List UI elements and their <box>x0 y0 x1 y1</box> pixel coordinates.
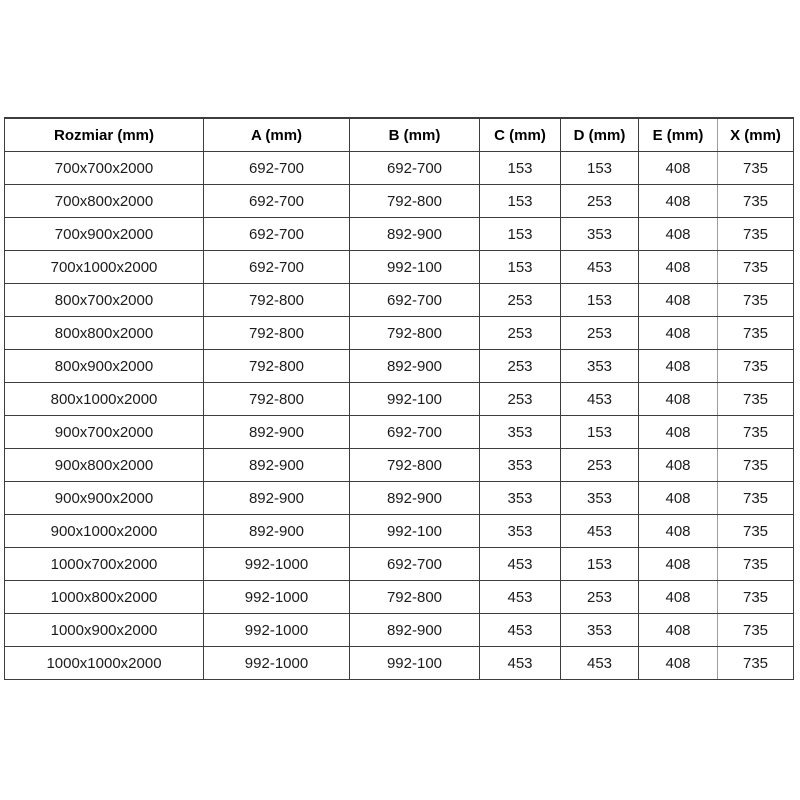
table-cell: 408 <box>639 548 718 581</box>
column-header: X (mm) <box>718 118 794 152</box>
table-cell: 453 <box>561 515 639 548</box>
table-cell: 153 <box>561 548 639 581</box>
table-cell: 735 <box>718 416 794 449</box>
table-cell: 408 <box>639 383 718 416</box>
table-cell: 153 <box>480 251 561 284</box>
table-cell: 408 <box>639 251 718 284</box>
table-cell: 735 <box>718 614 794 647</box>
table-row <box>5 152 794 185</box>
table-cell: 700x900x2000 <box>5 218 204 251</box>
table-cell: 408 <box>639 614 718 647</box>
table-cell: 692-700 <box>350 548 480 581</box>
table-cell: 735 <box>718 581 794 614</box>
table-cell: 992-1000 <box>204 581 350 614</box>
table-cell: 1000x900x2000 <box>5 614 204 647</box>
column-header: D (mm) <box>561 118 639 152</box>
table-cell: 992-1000 <box>204 548 350 581</box>
table-cell: 792-800 <box>350 449 480 482</box>
table-cell: 735 <box>718 482 794 515</box>
table-cell: 700x700x2000 <box>5 152 204 185</box>
column-header: Rozmiar (mm) <box>5 118 204 152</box>
table-row <box>5 548 794 581</box>
table-row <box>5 581 794 614</box>
table-cell: 253 <box>480 350 561 383</box>
table-cell: 735 <box>718 317 794 350</box>
table-cell: 408 <box>639 416 718 449</box>
table-cell: 992-1000 <box>204 647 350 680</box>
table-row <box>5 416 794 449</box>
table-row <box>5 383 794 416</box>
table-row <box>5 647 794 680</box>
table-cell: 153 <box>480 152 561 185</box>
table-cell: 735 <box>718 350 794 383</box>
table-cell: 453 <box>480 548 561 581</box>
size-table-container <box>4 117 793 680</box>
table-cell: 692-700 <box>204 152 350 185</box>
table-cell: 735 <box>718 449 794 482</box>
table-cell: 408 <box>639 152 718 185</box>
table-cell: 992-100 <box>350 515 480 548</box>
table-cell: 992-1000 <box>204 614 350 647</box>
table-cell: 792-800 <box>350 185 480 218</box>
table-cell: 735 <box>718 185 794 218</box>
table-row <box>5 317 794 350</box>
column-header: C (mm) <box>480 118 561 152</box>
table-cell: 692-700 <box>350 416 480 449</box>
table-cell: 253 <box>561 449 639 482</box>
table-cell: 692-700 <box>204 251 350 284</box>
table-cell: 253 <box>480 317 561 350</box>
table-cell: 700x1000x2000 <box>5 251 204 284</box>
table-cell: 900x900x2000 <box>5 482 204 515</box>
table-cell: 408 <box>639 515 718 548</box>
table-cell: 892-900 <box>350 218 480 251</box>
table-cell: 353 <box>480 515 561 548</box>
table-cell: 735 <box>718 515 794 548</box>
table-cell: 892-900 <box>204 515 350 548</box>
table-row <box>5 251 794 284</box>
table-cell: 408 <box>639 449 718 482</box>
table-cell: 900x700x2000 <box>5 416 204 449</box>
table-cell: 253 <box>561 185 639 218</box>
table-cell: 453 <box>480 581 561 614</box>
table-cell: 408 <box>639 185 718 218</box>
table-cell: 735 <box>718 251 794 284</box>
table-cell: 892-900 <box>204 482 350 515</box>
table-cell: 892-900 <box>350 482 480 515</box>
table-row <box>5 350 794 383</box>
table-cell: 253 <box>561 581 639 614</box>
table-row <box>5 449 794 482</box>
table-cell: 408 <box>639 482 718 515</box>
header-row <box>5 118 794 152</box>
size-table <box>4 117 794 680</box>
column-header: E (mm) <box>639 118 718 152</box>
table-cell: 153 <box>480 218 561 251</box>
column-header: B (mm) <box>350 118 480 152</box>
table-cell: 453 <box>480 647 561 680</box>
table-cell: 253 <box>480 383 561 416</box>
table-cell: 353 <box>480 449 561 482</box>
table-cell: 1000x700x2000 <box>5 548 204 581</box>
table-cell: 892-900 <box>204 449 350 482</box>
table-row <box>5 218 794 251</box>
table-cell: 692-700 <box>204 185 350 218</box>
table-cell: 453 <box>561 251 639 284</box>
table-cell: 453 <box>561 647 639 680</box>
table-row <box>5 482 794 515</box>
table-cell: 253 <box>561 317 639 350</box>
table-cell: 792-800 <box>204 350 350 383</box>
table-cell: 408 <box>639 284 718 317</box>
table-cell: 892-900 <box>204 416 350 449</box>
table-row <box>5 284 794 317</box>
table-cell: 992-100 <box>350 647 480 680</box>
table-cell: 735 <box>718 383 794 416</box>
table-cell: 800x900x2000 <box>5 350 204 383</box>
table-cell: 900x1000x2000 <box>5 515 204 548</box>
table-cell: 792-800 <box>204 284 350 317</box>
table-cell: 153 <box>561 152 639 185</box>
table-cell: 792-800 <box>204 317 350 350</box>
table-body <box>5 152 794 680</box>
table-cell: 153 <box>561 416 639 449</box>
table-cell: 408 <box>639 581 718 614</box>
table-cell: 408 <box>639 218 718 251</box>
column-header: A (mm) <box>204 118 350 152</box>
table-cell: 353 <box>480 482 561 515</box>
table-cell: 792-800 <box>350 581 480 614</box>
table-cell: 792-800 <box>204 383 350 416</box>
table-cell: 735 <box>718 548 794 581</box>
table-row <box>5 614 794 647</box>
table-cell: 892-900 <box>350 350 480 383</box>
table-cell: 353 <box>561 218 639 251</box>
table-cell: 408 <box>639 350 718 383</box>
table-cell: 692-700 <box>350 152 480 185</box>
table-cell: 800x1000x2000 <box>5 383 204 416</box>
table-row <box>5 515 794 548</box>
table-cell: 735 <box>718 152 794 185</box>
table-cell: 800x800x2000 <box>5 317 204 350</box>
table-cell: 692-700 <box>350 284 480 317</box>
table-cell: 800x700x2000 <box>5 284 204 317</box>
table-cell: 1000x800x2000 <box>5 581 204 614</box>
table-cell: 900x800x2000 <box>5 449 204 482</box>
table-cell: 153 <box>561 284 639 317</box>
table-cell: 735 <box>718 218 794 251</box>
table-cell: 735 <box>718 647 794 680</box>
table-cell: 353 <box>561 614 639 647</box>
table-cell: 253 <box>480 284 561 317</box>
table-cell: 992-100 <box>350 251 480 284</box>
table-cell: 792-800 <box>350 317 480 350</box>
table-cell: 992-100 <box>350 383 480 416</box>
table-cell: 1000x1000x2000 <box>5 647 204 680</box>
table-cell: 353 <box>561 350 639 383</box>
table-cell: 892-900 <box>350 614 480 647</box>
table-cell: 735 <box>718 284 794 317</box>
table-cell: 353 <box>480 416 561 449</box>
table-cell: 408 <box>639 647 718 680</box>
table-row <box>5 185 794 218</box>
table-cell: 453 <box>480 614 561 647</box>
table-cell: 408 <box>639 317 718 350</box>
table-cell: 700x800x2000 <box>5 185 204 218</box>
table-cell: 153 <box>480 185 561 218</box>
table-cell: 692-700 <box>204 218 350 251</box>
table-cell: 353 <box>561 482 639 515</box>
table-cell: 453 <box>561 383 639 416</box>
